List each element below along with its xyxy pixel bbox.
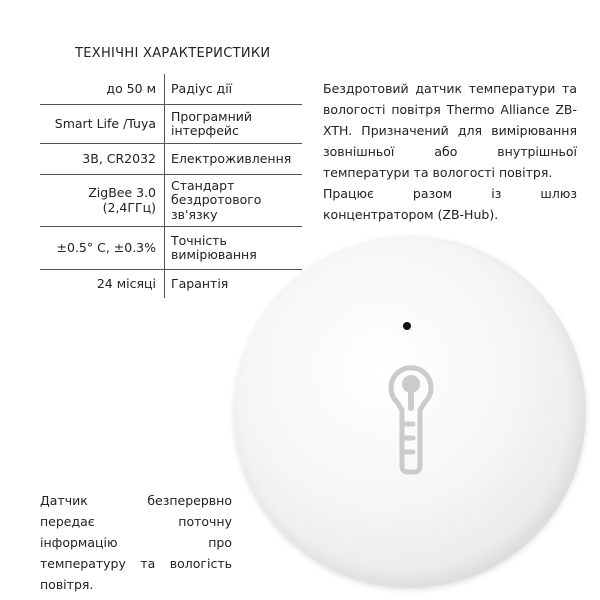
spec-label: Стандарт бездротового зв'язку: [165, 175, 303, 227]
specs-table: [40, 74, 302, 298]
spec-row: [40, 227, 302, 270]
thermometer-icon: [382, 358, 440, 476]
spec-label: Електроживлення: [165, 144, 303, 175]
status-led: [403, 322, 411, 330]
spec-value: ±0.5° C, ±0.3%: [40, 227, 165, 270]
description-paragraph: Бездротовий датчик температури та вологості повітря Thermo Alliance ZB-XTH. Призначений для вимірювання зовнішньої або внутрішньої температури та вологості повітря.: [323, 81, 577, 180]
spec-label: Гарантія: [171, 275, 229, 291]
spec-value: 24 місяці: [40, 270, 165, 299]
spec-value: до 50 м: [40, 74, 165, 105]
spec-label: Точність вимірювання: [165, 227, 303, 270]
product-description: [323, 78, 577, 225]
spec-row: [40, 144, 302, 175]
spec-row: [40, 105, 302, 144]
spec-row: [40, 175, 302, 227]
spec-value: Smart Life /Tuya: [40, 105, 165, 144]
spec-value: ZigBee 3.0 (2,4ГГц): [40, 175, 165, 227]
spec-label: Радіус дії: [165, 74, 303, 105]
spec-row: [40, 74, 302, 105]
spec-row: [40, 270, 302, 299]
specs-title: ТЕХНІЧНІ ХАРАКТЕРИСТИКИ: [75, 46, 271, 61]
spec-value: 3В, CR2032: [40, 144, 165, 175]
spec-label: Програмний інтерфейс: [165, 105, 303, 144]
bottom-note: Датчик безперервно передає поточну інформацію про температуру та вологість повітря.: [40, 493, 232, 592]
description-paragraph: Працює разом із шлюз концентратором (ZB-Hub).: [323, 186, 577, 222]
